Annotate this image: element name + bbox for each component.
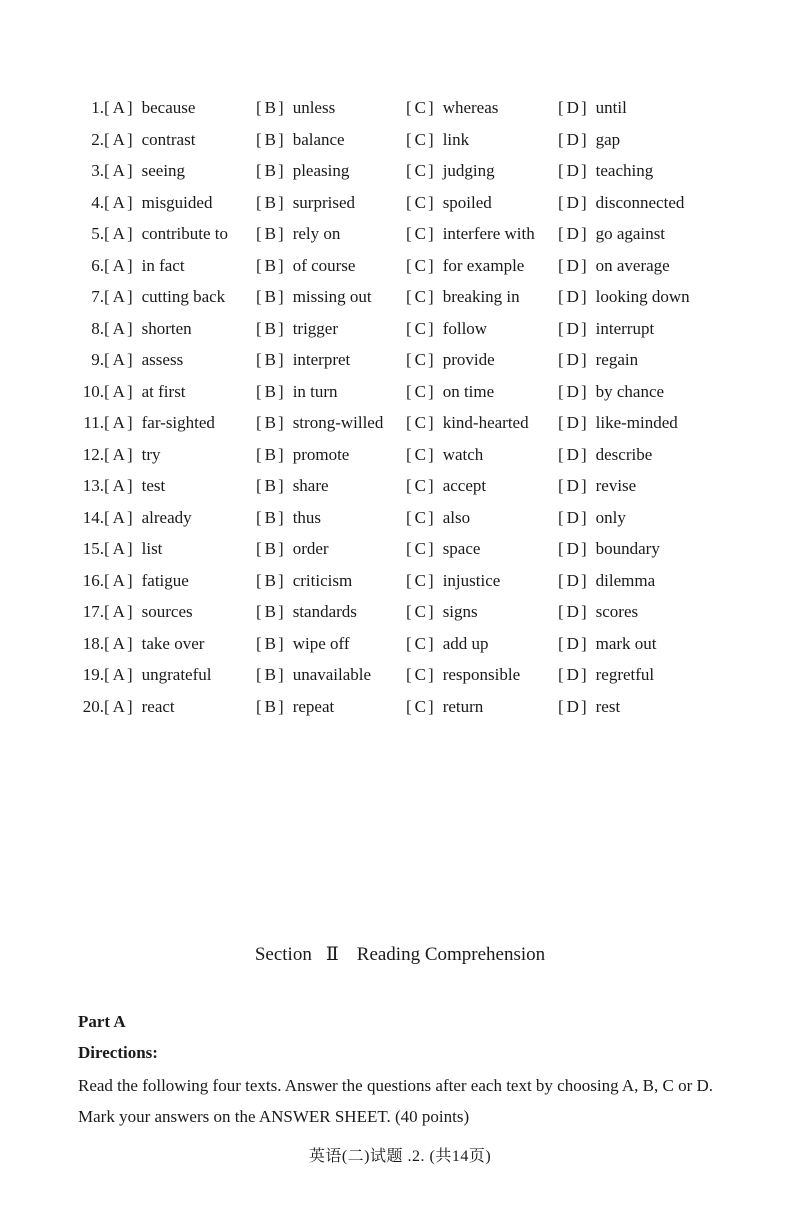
question-row [70, 533, 730, 565]
section-title [0, 943, 800, 966]
option-d: [ D ] by chance [558, 381, 665, 401]
option-a: [ A ] seeing [104, 161, 186, 180]
directions-text: Read the following four texts. Answer the questions after each text by choosing A, B, C or D. Mark your answers on the ANSWER SHEET. (40 points) [78, 1076, 714, 1126]
option-d: [ D ] like-minded [558, 413, 678, 432]
option-letter: B [264, 129, 277, 149]
option-text: promote [292, 444, 350, 464]
option-c: [ C ] breaking in [406, 287, 520, 306]
option-text: criticism [292, 570, 353, 590]
option-letter: B [264, 192, 277, 212]
option-letter: A [112, 287, 125, 306]
option-a: [ A ] misguided [104, 192, 213, 212]
option-text: kind-hearted [442, 413, 529, 432]
option-letter: B [264, 633, 277, 653]
option-a: [ A ] sources [104, 602, 193, 621]
option-b: [ B ] pleasing [256, 161, 350, 180]
option-c: [ C ] responsible [406, 665, 521, 684]
option-text: unavailable [292, 665, 372, 684]
option-text: of course [292, 255, 356, 275]
option-a: [ A ] take over [104, 633, 205, 653]
option-text: standards [292, 602, 357, 621]
option-d: [ D ] rest [558, 696, 621, 716]
option-letter: A [112, 413, 125, 432]
option-letter: B [264, 350, 277, 369]
option-text: unless [292, 98, 336, 117]
option-text: boundary [595, 539, 660, 558]
option-text: try [141, 444, 161, 464]
option-text: surprised [292, 192, 356, 212]
option-letter: C [414, 633, 427, 653]
option-a: [ A ] cutting back [104, 287, 226, 306]
option-letter: A [112, 161, 125, 180]
option-letter: B [264, 507, 277, 527]
option-letter: B [264, 98, 277, 117]
question-number: 4. [91, 192, 104, 212]
option-letter: B [264, 287, 277, 306]
question-row [70, 281, 730, 313]
option-text: scores [595, 602, 639, 621]
section-label: Section [254, 944, 312, 965]
question-row [70, 187, 730, 219]
option-c: [ C ] link [406, 129, 470, 149]
option-text: looking down [595, 287, 690, 306]
option-d: [ D ] gap [558, 129, 621, 149]
option-text: seeing [141, 161, 186, 180]
option-text: dilemma [595, 570, 656, 590]
question-row [70, 407, 730, 439]
option-text: regretful [595, 665, 655, 684]
option-d: [ D ] regain [558, 350, 639, 369]
option-letter: B [264, 255, 277, 275]
option-text: spoiled [442, 192, 492, 212]
option-a: [ A ] because [104, 98, 196, 117]
option-b: [ B ] wipe off [256, 633, 350, 653]
question-row [70, 124, 730, 156]
question-number: 15. [82, 539, 104, 558]
option-b: [ B ] criticism [256, 570, 353, 590]
directions-title: Directions: [78, 1043, 158, 1062]
option-text: link [442, 129, 470, 149]
question-number: 13. [82, 476, 104, 495]
question-row [70, 565, 730, 597]
option-a: [ A ] contribute to [104, 224, 229, 243]
option-b: [ B ] unless [256, 98, 336, 117]
option-a: [ A ] contrast [104, 129, 196, 149]
option-c: [ C ] for example [406, 255, 525, 275]
question-row [70, 218, 730, 250]
option-letter: B [264, 413, 277, 432]
option-letter: D [566, 255, 579, 275]
option-letter: C [414, 161, 427, 180]
option-text: missing out [292, 287, 372, 306]
option-letter: D [566, 381, 579, 401]
option-text: list [141, 539, 163, 558]
option-letter: A [112, 224, 125, 243]
option-letter: D [566, 413, 579, 432]
option-b: [ B ] unavailable [256, 665, 372, 684]
option-letter: D [566, 570, 579, 590]
question-number: 1. [91, 98, 104, 117]
option-d: [ D ] only [558, 507, 626, 527]
option-letter: D [566, 602, 579, 621]
option-text: regain [595, 350, 639, 369]
option-letter: D [566, 507, 579, 527]
option-text: like-minded [595, 413, 678, 432]
option-d: [ D ] interrupt [558, 318, 655, 338]
option-letter: C [414, 350, 427, 369]
option-b: [ B ] rely on [256, 224, 341, 243]
question-number: 7. [91, 287, 104, 306]
option-letter: A [112, 192, 125, 212]
option-a: [ A ] test [104, 476, 166, 495]
question-number: 10. [82, 381, 104, 401]
option-letter: D [566, 444, 579, 464]
option-letter: D [566, 633, 579, 653]
option-a: [ A ] assess [104, 350, 184, 369]
option-text: signs [442, 602, 478, 621]
option-c: [ C ] provide [406, 350, 495, 369]
option-text: contribute to [141, 224, 229, 243]
option-text: assess [141, 350, 184, 369]
option-text: revise [595, 476, 637, 495]
part-title: Part A [78, 1012, 126, 1031]
question-row [70, 502, 730, 534]
question-row [70, 628, 730, 660]
option-letter: C [414, 507, 427, 527]
option-letter: D [566, 318, 579, 338]
option-a: [ A ] already [104, 507, 192, 527]
option-a: [ A ] fatigue [104, 570, 189, 590]
question-row [70, 250, 730, 282]
option-text: in turn [292, 381, 338, 401]
option-d: [ D ] on average [558, 255, 670, 275]
option-text: in fact [141, 255, 185, 275]
option-letter: C [414, 287, 427, 306]
option-letter: C [414, 476, 427, 495]
option-c: [ C ] watch [406, 444, 484, 464]
option-b: [ B ] of course [256, 255, 356, 275]
option-letter: B [264, 476, 277, 495]
option-text: far-sighted [141, 413, 215, 432]
option-letter: C [414, 98, 427, 117]
option-letter: D [566, 161, 579, 180]
option-text: gap [595, 129, 621, 149]
question-row [70, 596, 730, 628]
option-text: order [292, 539, 329, 558]
option-b: [ B ] surprised [256, 192, 356, 212]
option-c: [ C ] judging [406, 161, 495, 180]
option-letter: A [112, 381, 125, 401]
option-text: take over [141, 633, 205, 653]
option-a: [ A ] in fact [104, 255, 185, 275]
question-row [70, 691, 730, 723]
option-text: test [141, 476, 166, 495]
option-letter: A [112, 633, 125, 653]
question-number: 11. [83, 413, 104, 432]
option-letter: D [566, 696, 579, 716]
option-letter: D [566, 224, 579, 243]
option-letter: B [264, 539, 277, 558]
option-letter: B [264, 161, 277, 180]
option-text: fatigue [141, 570, 189, 590]
option-letter: B [264, 696, 277, 716]
option-letter: D [566, 192, 579, 212]
option-text: at first [141, 381, 186, 401]
option-c: [ C ] interfere with [406, 224, 535, 243]
question-row [70, 344, 730, 376]
option-letter: A [112, 98, 125, 117]
option-letter: C [414, 665, 427, 684]
option-c: [ C ] spoiled [406, 192, 492, 212]
option-c: [ C ] whereas [406, 98, 499, 117]
option-text: watch [442, 444, 484, 464]
option-b: [ B ] missing out [256, 287, 372, 306]
option-letter: B [264, 381, 277, 401]
option-letter: A [112, 602, 125, 621]
option-text: mark out [595, 633, 657, 653]
option-text: on time [442, 381, 495, 401]
option-text: sources [141, 602, 193, 621]
option-text: thus [292, 507, 322, 527]
option-b: [ B ] thus [256, 507, 322, 527]
question-number: 16. [82, 570, 104, 590]
option-text: also [442, 507, 471, 527]
option-letter: A [112, 507, 125, 527]
option-text: disconnected [595, 192, 685, 212]
question-number: 18. [82, 633, 104, 653]
option-a: [ A ] at first [104, 381, 186, 401]
section-number: Ⅱ [325, 944, 339, 965]
option-d: [ D ] until [558, 98, 627, 117]
option-d: [ D ] dilemma [558, 570, 656, 590]
option-text: injustice [442, 570, 501, 590]
question-number: 19. [82, 665, 104, 684]
option-text: trigger [292, 318, 339, 338]
question-row [70, 470, 730, 502]
option-letter: C [414, 318, 427, 338]
question-number: 6. [91, 255, 104, 275]
option-c: [ C ] accept [406, 476, 487, 495]
option-b: [ B ] repeat [256, 696, 335, 716]
option-c: [ C ] injustice [406, 570, 501, 590]
option-a: [ A ] list [104, 539, 163, 558]
option-letter: A [112, 696, 125, 716]
section-name: Reading Comprehension [356, 944, 546, 965]
option-text: contrast [141, 129, 196, 149]
option-text: react [141, 696, 175, 716]
option-text: accept [442, 476, 487, 495]
option-letter: C [414, 255, 427, 275]
option-d: [ D ] revise [558, 476, 637, 495]
option-letter: C [414, 192, 427, 212]
option-c: [ C ] space [406, 539, 481, 558]
option-letter: D [566, 476, 579, 495]
option-text: pleasing [292, 161, 350, 180]
option-text: misguided [141, 192, 213, 212]
option-text: only [595, 507, 626, 527]
option-d: [ D ] teaching [558, 161, 654, 180]
option-text: repeat [292, 696, 335, 716]
question-number: 20. [82, 696, 104, 716]
option-letter: C [414, 602, 427, 621]
option-b: [ B ] in turn [256, 381, 338, 401]
option-text: balance [292, 129, 345, 149]
option-letter: D [566, 350, 579, 369]
option-letter: C [414, 570, 427, 590]
option-text: judging [442, 161, 495, 180]
option-text: rely on [292, 224, 341, 243]
question-number: 5. [91, 224, 104, 243]
option-letter: C [414, 539, 427, 558]
option-letter: B [264, 665, 277, 684]
option-text: add up [442, 633, 489, 653]
question-number: 3. [91, 161, 104, 180]
option-d: [ D ] describe [558, 444, 653, 464]
option-text: whereas [442, 98, 499, 117]
option-b: [ B ] order [256, 539, 329, 558]
option-b: [ B ] interpret [256, 350, 351, 369]
option-letter: C [414, 413, 427, 432]
option-letter: C [414, 129, 427, 149]
option-letter: C [414, 444, 427, 464]
option-letter: C [414, 696, 427, 716]
option-text: rest [595, 696, 621, 716]
question-number: 17. [82, 602, 104, 621]
option-text: already [141, 507, 192, 527]
option-letter: B [264, 602, 277, 621]
option-b: [ B ] share [256, 476, 329, 495]
option-letter: D [566, 98, 579, 117]
option-c: [ C ] follow [406, 318, 488, 338]
option-a: [ A ] far-sighted [104, 413, 215, 432]
option-text: breaking in [442, 287, 520, 306]
option-text: teaching [595, 161, 654, 180]
question-row [70, 439, 730, 471]
option-letter: A [112, 255, 125, 275]
option-letter: C [414, 381, 427, 401]
option-b: [ B ] standards [256, 602, 357, 621]
option-c: [ C ] signs [406, 602, 478, 621]
option-letter: D [566, 539, 579, 558]
option-c: [ C ] add up [406, 633, 489, 653]
option-text: return [442, 696, 484, 716]
option-d: [ D ] regretful [558, 665, 655, 684]
option-a: [ A ] react [104, 696, 175, 716]
option-letter: B [264, 224, 277, 243]
option-b: [ B ] strong-willed [256, 413, 384, 432]
option-letter: B [264, 570, 277, 590]
option-d: [ D ] mark out [558, 633, 657, 653]
option-letter: A [112, 570, 125, 590]
option-letter: D [566, 129, 579, 149]
question-number: 12. [82, 444, 104, 464]
option-text: on average [595, 255, 670, 275]
option-a: [ A ] ungrateful [104, 665, 212, 684]
question-row [70, 376, 730, 408]
option-c: [ C ] also [406, 507, 471, 527]
option-text: responsible [442, 665, 521, 684]
question-number: 9. [91, 350, 104, 369]
option-text: cutting back [141, 287, 226, 306]
option-letter: A [112, 318, 125, 338]
option-letter: C [414, 224, 427, 243]
page-footer: 英语(二)试题 .2. (共14页) [308, 1148, 492, 1165]
option-d: [ D ] disconnected [558, 192, 685, 212]
option-letter: A [112, 129, 125, 149]
option-text: go against [595, 224, 666, 243]
option-a: [ A ] shorten [104, 318, 192, 338]
option-letter: D [566, 287, 579, 306]
option-d: [ D ] scores [558, 602, 639, 621]
question-row [70, 155, 730, 187]
question-row [70, 92, 730, 124]
option-letter: A [112, 665, 125, 684]
option-b: [ B ] promote [256, 444, 350, 464]
option-text: for example [442, 255, 525, 275]
question-row [70, 313, 730, 345]
option-text: wipe off [292, 633, 350, 653]
option-letter: B [264, 318, 277, 338]
option-letter: A [112, 476, 125, 495]
option-d: [ D ] boundary [558, 539, 660, 558]
option-text: follow [442, 318, 488, 338]
option-text: because [141, 98, 196, 117]
option-letter: A [112, 444, 125, 464]
option-text: provide [442, 350, 495, 369]
option-letter: D [566, 665, 579, 684]
question-number: 14. [82, 507, 104, 527]
option-b: [ B ] trigger [256, 318, 339, 338]
option-text: ungrateful [141, 665, 212, 684]
question-number: 8. [91, 318, 104, 338]
option-d: [ D ] looking down [558, 287, 690, 306]
option-d: [ D ] go against [558, 224, 666, 243]
option-text: interfere with [442, 224, 535, 243]
option-letter: A [112, 350, 125, 369]
option-text: interpret [292, 350, 351, 369]
option-c: [ C ] return [406, 696, 484, 716]
question-number: 2. [91, 129, 104, 149]
option-text: describe [595, 444, 653, 464]
option-text: until [595, 98, 627, 117]
option-text: space [442, 539, 481, 558]
option-text: strong-willed [292, 413, 384, 432]
question-row [70, 659, 730, 691]
option-text: by chance [595, 381, 665, 401]
option-c: [ C ] kind-hearted [406, 413, 529, 432]
option-text: shorten [141, 318, 192, 338]
option-b: [ B ] balance [256, 129, 345, 149]
option-letter: B [264, 444, 277, 464]
option-c: [ C ] on time [406, 381, 495, 401]
option-a: [ A ] try [104, 444, 161, 464]
question-list [70, 92, 730, 722]
option-text: interrupt [595, 318, 655, 338]
option-letter: A [112, 539, 125, 558]
option-text: share [292, 476, 329, 495]
